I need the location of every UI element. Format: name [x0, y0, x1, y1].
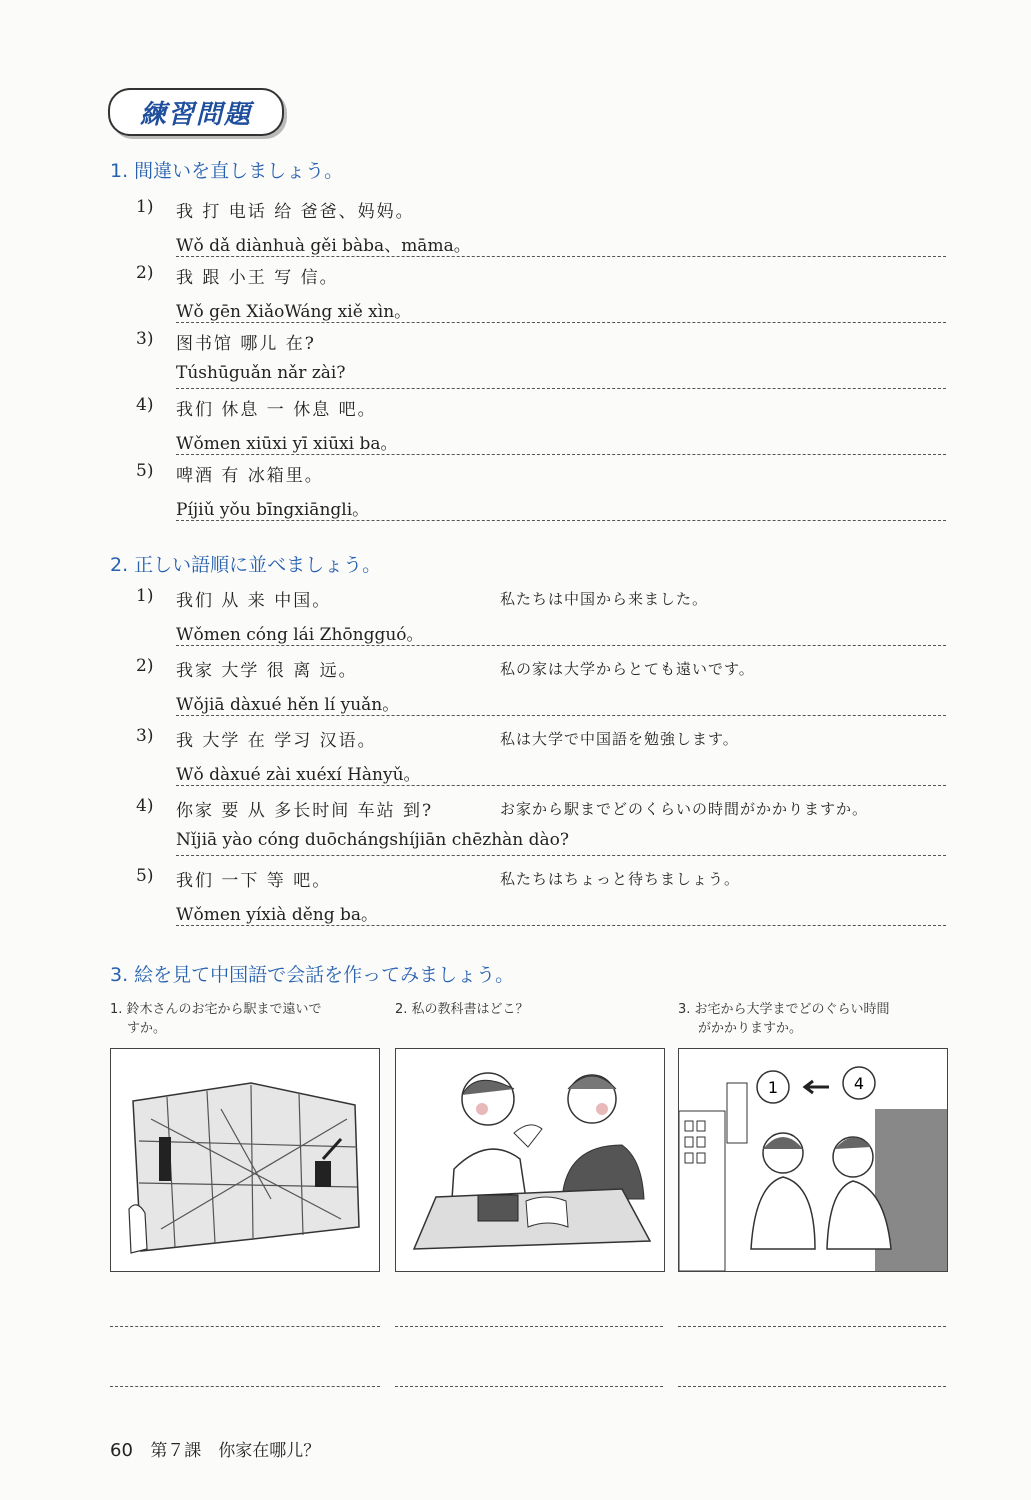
- answer-line: [110, 1326, 380, 1327]
- chinese-sentence: 我们 一下 等 吧。: [176, 871, 332, 891]
- pinyin-line: Wǒ dàxué zài xuéxí Hànyǔ。: [176, 765, 421, 785]
- picture-question-1: [110, 1000, 322, 1038]
- page-number: 60: [110, 1440, 133, 1461]
- pinyin-line: Wǒjiā dàxué hěn lí yuǎn。: [176, 695, 400, 715]
- item-number: 4): [136, 796, 154, 816]
- question-line: 1. 鈴木さんのお宅から駅まで遠いで: [110, 1002, 322, 1017]
- pinyin-line: Wǒmen yíxià děng ba。: [176, 905, 379, 925]
- answer-rule: [176, 785, 946, 786]
- answer-line: [110, 1386, 380, 1387]
- picture-question-3: [678, 1000, 890, 1038]
- section1-title: 1. 間違いを直しましょう。: [110, 160, 344, 182]
- exercise-badge: [108, 88, 284, 136]
- section2-title: 2. 正しい語順に並べましょう。: [110, 554, 382, 576]
- answer-line: [678, 1386, 946, 1387]
- chinese-sentence: 图书馆 哪儿 在?: [176, 334, 316, 354]
- item-number: 5): [136, 866, 154, 886]
- chinese-sentence: 我们 从 来 中国。: [176, 591, 332, 611]
- item-number: 2): [136, 656, 154, 676]
- japanese-translation: お家から駅までどのくらいの時間がかかりますか。: [500, 800, 869, 818]
- answer-rule: [176, 925, 946, 926]
- japanese-translation: 私たちは中国から来ました。: [500, 590, 709, 608]
- item-number: 4): [136, 395, 154, 415]
- pinyin-line: Píjiǔ yǒu bīngxiāngli。: [176, 500, 370, 520]
- item-number: 1): [136, 586, 154, 606]
- chinese-sentence: 我家 大学 很 离 远。: [176, 661, 358, 681]
- item-number: 3): [136, 726, 154, 746]
- section2-item-2: [110, 656, 946, 722]
- answer-rule: [176, 388, 946, 389]
- question-line: すか。: [127, 1021, 167, 1036]
- question-line: がかかりますか。: [698, 1021, 803, 1036]
- pinyin-line: Wǒmen xiūxi yī xiūxi ba。: [176, 434, 398, 454]
- question-line: 3. お宅から大学までどのぐらい時間: [678, 1002, 890, 1017]
- station-illustration: [678, 1048, 948, 1272]
- badge-label: 練習問題: [139, 99, 252, 130]
- pinyin-line: Wǒ gēn XiǎoWáng xiě xìn。: [176, 302, 412, 322]
- chinese-sentence: 啤酒 有 冰箱里。: [176, 466, 324, 486]
- map-illustration: [110, 1048, 380, 1272]
- chinese-sentence: 我 跟 小王 写 信。: [176, 268, 339, 288]
- chinese-sentence: 我 打 电话 给 爸爸、妈妈。: [176, 202, 415, 222]
- pinyin-line: Wǒ dǎ diànhuà gěi bàba、māma。: [176, 236, 471, 256]
- section1-item-2: [110, 263, 946, 329]
- answer-rule: [176, 715, 946, 716]
- lesson-title: 第７課 你家在哪儿？: [150, 1441, 321, 1461]
- section1-item-1: [110, 197, 946, 263]
- answer-line: [395, 1326, 663, 1327]
- item-number: 3): [136, 329, 154, 349]
- item-number: 2): [136, 263, 154, 283]
- picture-question-2: [395, 1000, 529, 1019]
- question-line: 2. 私の教科書はどこ？: [395, 1002, 529, 1017]
- section2-item-5: [110, 866, 946, 932]
- pinyin-line: Nǐjiā yào cóng duōchángshíjiān chēzhàn dào?: [176, 830, 570, 850]
- answer-rule: [176, 322, 946, 323]
- section2-item-1: [110, 586, 946, 652]
- chinese-sentence: 我们 休息 一 休息 吧。: [176, 400, 377, 420]
- answer-rule: [176, 454, 946, 455]
- answer-line: [678, 1326, 946, 1327]
- answer-rule: [176, 256, 946, 257]
- classroom-drawing: [396, 1049, 664, 1271]
- section1-item-3: [110, 329, 946, 395]
- pinyin-line: Wǒmen cóng lái Zhōngguó。: [176, 625, 424, 645]
- chinese-sentence: 我 大学 在 学习 汉语。: [176, 731, 377, 751]
- section2-item-4: [110, 796, 946, 862]
- japanese-translation: 私の家は大学からとても遠いです。: [500, 660, 755, 678]
- chinese-sentence: 你家 要 从 多长时间 车站 到?: [176, 801, 434, 821]
- section3-title: 3. 絵を見て中国語で会話を作ってみましょう。: [110, 964, 515, 986]
- classroom-illustration: [395, 1048, 665, 1272]
- page-footer: [110, 1436, 320, 1461]
- answer-line: [395, 1386, 663, 1387]
- answer-rule: [176, 855, 946, 856]
- sign-number-1: 1: [767, 1078, 779, 1097]
- section2-item-3: [110, 726, 946, 792]
- sign-number-4: 4: [853, 1074, 865, 1093]
- station-drawing: [679, 1049, 947, 1271]
- answer-rule: [176, 520, 946, 521]
- map-drawing: [111, 1049, 379, 1271]
- item-number: 5): [136, 461, 154, 481]
- japanese-translation: 私たちはちょっと待ちましょう。: [500, 870, 741, 888]
- answer-rule: [176, 645, 946, 646]
- japanese-translation: 私は大学で中国語を勉強します。: [500, 730, 739, 748]
- pinyin-line: Túshūguǎn nǎr zài?: [176, 363, 346, 383]
- item-number: 1): [136, 197, 154, 217]
- section1-item-5: [110, 461, 946, 527]
- section1-item-4: [110, 395, 946, 461]
